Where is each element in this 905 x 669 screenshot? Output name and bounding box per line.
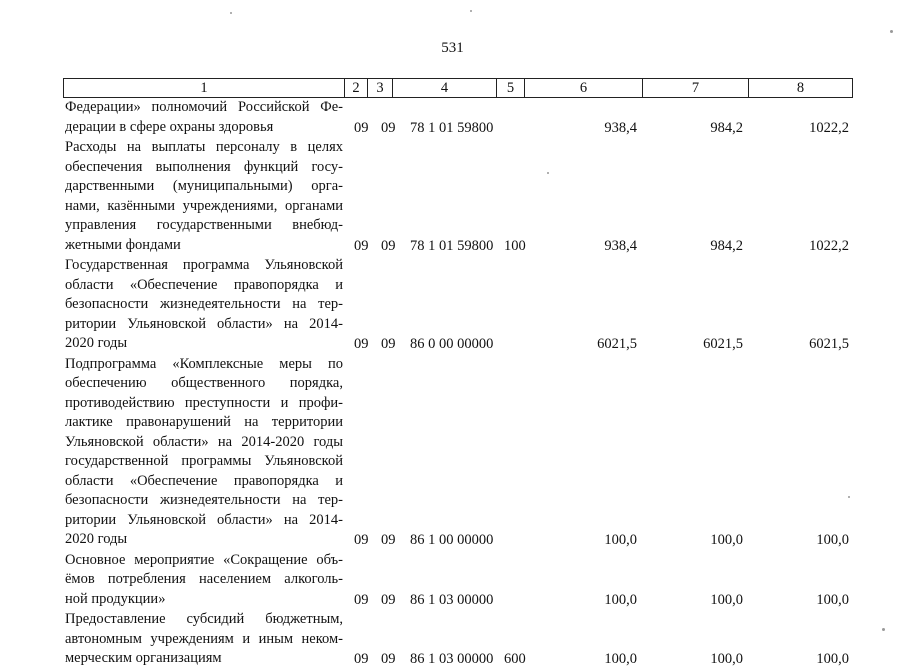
description-line: безопасности жизнедеятельности на тер- — [65, 296, 343, 312]
header-col-6: 6 — [525, 79, 643, 97]
description-line: ритории Ульяновской области» на 2014- — [65, 511, 343, 528]
description-line: Государственная программа Ульяновской — [65, 257, 343, 273]
amount-col-6: 6021,5 — [597, 336, 637, 352]
description-line: ной продукции» — [65, 590, 166, 607]
header-col-1: 1 — [64, 79, 345, 97]
header-col-3: 3 — [368, 79, 393, 97]
subsection-code: 09 — [381, 119, 396, 136]
section-code: 09 — [354, 119, 369, 136]
header-col-4: 4 — [393, 79, 497, 97]
target-article-code: 86 1 03 00000 — [410, 651, 494, 667]
description-line: ёмов потребления населением алкоголь- — [65, 571, 343, 587]
description-line: противодействию преступности и профи- — [65, 394, 343, 411]
target-article-code: 78 1 01 59800 — [410, 237, 494, 254]
subsection-code: 09 — [381, 591, 396, 608]
header-col-5: 5 — [497, 79, 525, 97]
target-article-code: 86 0 00 00000 — [410, 336, 494, 352]
description-line: 2020 годы — [65, 531, 128, 547]
amount-col-6: 100,0 — [604, 532, 637, 548]
description-line: области «Обеспечение правопорядка и — [65, 472, 343, 489]
scan-speck — [848, 496, 850, 498]
target-article-code: 78 1 01 59800 — [410, 119, 494, 136]
description-line: обеспечения выполнения функций госу- — [65, 158, 343, 175]
description-line: Расходы на выплаты персоналу в целях — [65, 139, 343, 155]
amount-col-8: 6021,5 — [809, 336, 849, 352]
scan-speck — [890, 30, 893, 33]
description-line: Федерации» полномочий Российской Фе- — [65, 99, 343, 115]
expense-type-code: 100 — [504, 237, 526, 254]
amount-col-8: 1022,2 — [809, 119, 849, 136]
description-line: Основное мероприятие «Сокращение объ- — [65, 551, 343, 568]
description-line: автономным учреждениям и иным неком- — [65, 630, 343, 647]
amount-col-8: 100,0 — [816, 591, 849, 608]
amount-col-6: 100,0 — [604, 651, 637, 667]
amount-col-6: 938,4 — [604, 119, 637, 136]
amount-col-7: 6021,5 — [703, 336, 743, 352]
subsection-code: 09 — [381, 336, 396, 352]
description-line: ритории Ульяновской области» на 2014- — [65, 315, 343, 332]
expense-type-code: 600 — [504, 651, 526, 667]
amount-col-8: 100,0 — [816, 532, 849, 548]
description-line: управления государственными внебюд- — [65, 217, 343, 233]
scan-speck — [230, 12, 232, 14]
amount-col-8: 100,0 — [816, 651, 849, 667]
description-line: Предоставление субсидий бюджетным, — [65, 611, 343, 627]
row-values — [0, 530, 905, 550]
description-line: Подпрограмма «Комплексные меры по — [65, 355, 343, 372]
subsection-code: 09 — [381, 532, 396, 548]
description-line: мерческим организациям — [65, 650, 222, 666]
subsection-code: 09 — [381, 237, 396, 254]
scan-speck — [882, 628, 885, 631]
section-code: 09 — [354, 336, 369, 352]
description-line: жетными фондами — [65, 236, 181, 253]
target-article-code: 86 1 00 00000 — [410, 532, 494, 548]
header-col-7: 7 — [643, 79, 749, 97]
description-line: государственной программы Ульяновской — [65, 453, 343, 469]
amount-col-7: 984,2 — [710, 119, 743, 136]
amount-col-6: 938,4 — [604, 237, 637, 254]
scan-speck — [547, 172, 549, 174]
target-article-code: 86 1 03 00000 — [410, 591, 494, 608]
header-col-2: 2 — [345, 79, 368, 97]
description-line: дерации в сфере охраны здоровья — [65, 118, 274, 135]
page-number: 531 — [441, 40, 464, 56]
description-line: безопасности жизнедеятельности на тер- — [65, 492, 343, 508]
row-values — [0, 334, 905, 354]
table-header-row — [63, 78, 853, 98]
row-values — [0, 649, 905, 669]
amount-col-7: 100,0 — [710, 532, 743, 548]
row-values — [0, 590, 905, 610]
row-values — [0, 236, 905, 256]
description-line: нами, казёнными учреждениями, органами — [65, 197, 343, 214]
section-code: 09 — [354, 591, 369, 608]
section-code: 09 — [354, 532, 369, 548]
description-line: лактике правонарушений на территории — [65, 414, 343, 430]
description-line: дарственными (муниципальными) орга- — [65, 178, 343, 194]
subsection-code: 09 — [381, 651, 396, 667]
amount-col-7: 984,2 — [710, 237, 743, 254]
row-values — [0, 118, 905, 138]
description-line: обеспечению общественного порядка, — [65, 375, 343, 391]
scan-speck — [470, 10, 472, 12]
amount-col-6: 100,0 — [604, 591, 637, 608]
description-line: Ульяновской области» на 2014-2020 годы — [65, 433, 343, 450]
description-line: области «Обеспечение правопорядка и — [65, 276, 343, 293]
section-code: 09 — [354, 651, 369, 667]
row-description — [65, 355, 343, 550]
description-line: 2020 годы — [65, 335, 128, 351]
amount-col-7: 100,0 — [710, 651, 743, 667]
amount-col-8: 1022,2 — [809, 237, 849, 254]
header-col-8: 8 — [796, 80, 805, 96]
section-code: 09 — [354, 237, 369, 254]
amount-col-7: 100,0 — [710, 591, 743, 608]
